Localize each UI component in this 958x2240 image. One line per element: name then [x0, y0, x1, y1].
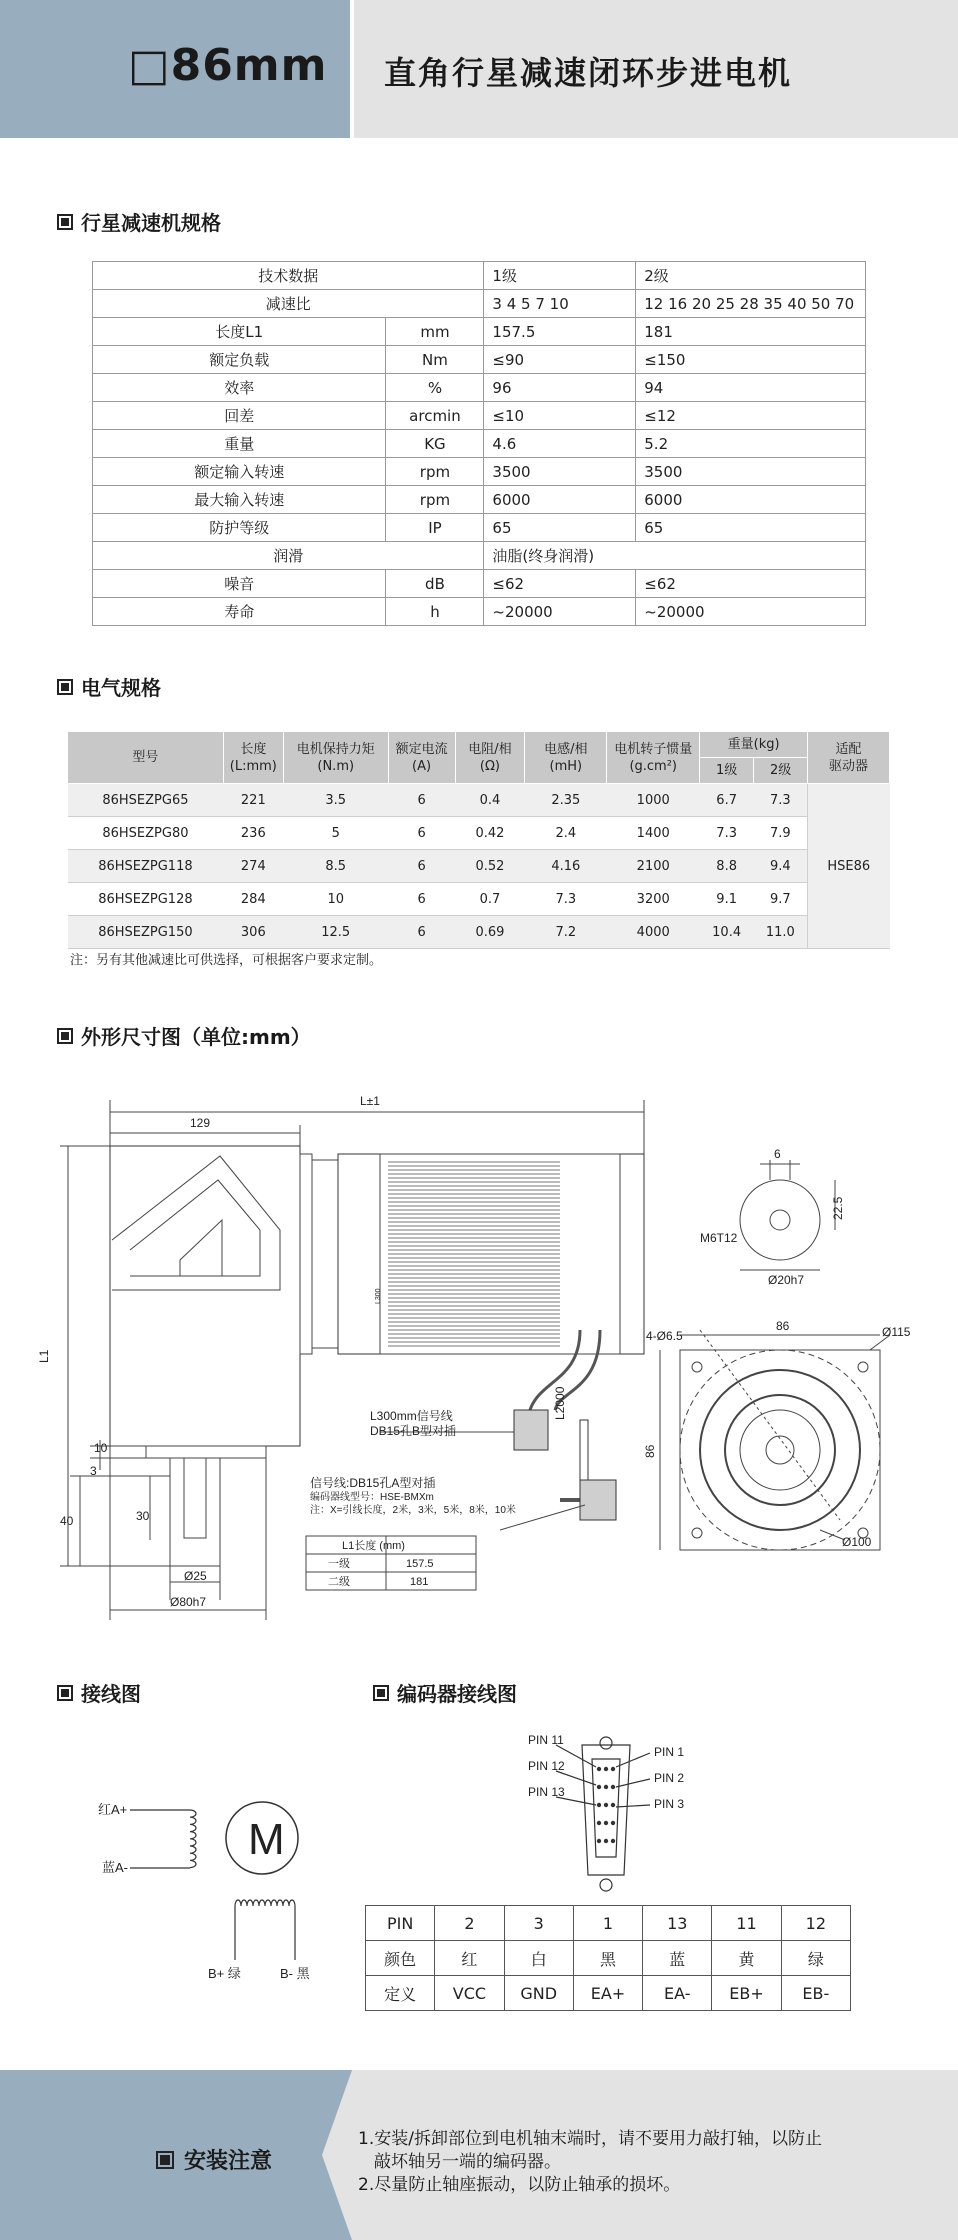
spec-cell: 94 [636, 374, 866, 402]
spec-row [93, 262, 866, 290]
spec-row [93, 542, 866, 570]
pin-cell: 绿 [781, 1941, 850, 1976]
pin-cell: 13 [643, 1906, 712, 1941]
signal-line-1: L300mm信号线 [370, 1409, 453, 1423]
spec-cell: arcmin [386, 402, 484, 430]
wire-a-minus: 蓝A- [102, 1860, 129, 1875]
spec-cell: 96 [484, 374, 636, 402]
pin-row [366, 1976, 851, 2011]
connector-pin-dot [611, 1803, 615, 1807]
pin-cell: 颜色 [366, 1941, 435, 1976]
spec-cell: 2级 [636, 262, 866, 290]
section-title: 编码器接线图 [397, 1682, 517, 1706]
table-row [68, 850, 890, 883]
connector-pin-dot [604, 1803, 608, 1807]
section-title: 接线图 [81, 1682, 141, 1706]
table-cell: 3.5 [283, 784, 388, 817]
pin-cell: 蓝 [643, 1941, 712, 1976]
table-row [68, 817, 890, 850]
table-cell: 1400 [607, 817, 700, 850]
spec-cell: 回差 [93, 402, 386, 430]
table-cell: 4000 [607, 916, 700, 949]
header-resistance: 电阻/相 (Ω) [455, 732, 525, 784]
install-notes-footer [0, 2070, 958, 2240]
pin-cell: 2 [435, 1906, 504, 1941]
section-dimensions [57, 1021, 311, 1050]
connector-pin-dot [604, 1839, 608, 1843]
section-install [156, 2144, 272, 2175]
spec-row [93, 486, 866, 514]
connector-pin-dot [611, 1785, 615, 1789]
spec-cell: h [386, 598, 484, 626]
spec-row [93, 598, 866, 626]
spec-cell: ≤62 [484, 570, 636, 598]
pin-cell: 白 [504, 1941, 573, 1976]
spec-cell: 3500 [636, 458, 866, 486]
section-bullet-icon [57, 214, 73, 230]
section-title: 电气规格 [81, 676, 161, 700]
pin-row [366, 1906, 851, 1941]
header-inertia: 电机转子惯量 (g.cm²) [607, 732, 700, 784]
spec-cell: IP [386, 514, 484, 542]
spec-cell: 3 4 5 7 10 [484, 290, 636, 318]
section-bullet-icon [373, 1685, 389, 1701]
header-driver: 适配 驱动器 [808, 732, 890, 784]
table-cell: 7.3 [754, 784, 808, 817]
pin-cell: EB- [781, 1976, 850, 2011]
dim-l-total: L±1 [360, 1094, 380, 1108]
table-cell: 6.7 [700, 784, 754, 817]
spec-cell: 重量 [93, 430, 386, 458]
pin-cell: EA+ [573, 1976, 642, 2011]
dim-40: 40 [60, 1514, 74, 1528]
section-title: 行星减速机规格 [81, 211, 221, 235]
spec-cell: 噪音 [93, 570, 386, 598]
pin-3-label: PIN 3 [654, 1797, 685, 1811]
spec-row [93, 570, 866, 598]
table-cell: 12.5 [283, 916, 388, 949]
table-cell: 274 [223, 850, 283, 883]
spec-cell: ≤90 [484, 346, 636, 374]
install-note-1-cont: 敲坏轴另一端的编码器。 [374, 2152, 561, 2172]
spec-cell: rpm [386, 458, 484, 486]
dim-86-v: 86 [643, 1444, 657, 1458]
spec-row [93, 346, 866, 374]
table-cell: 284 [223, 883, 283, 916]
table-cell: 4.16 [525, 850, 607, 883]
pin-cell: 11 [712, 1906, 781, 1941]
wire-b-minus: B- 黑 [280, 1966, 310, 1981]
install-notes [358, 2128, 878, 2197]
install-note-1: 1.安装/拆卸部位到电机轴末端时，请不要用力敲打轴，以防止 [358, 2129, 822, 2149]
section-bullet-icon [57, 1685, 73, 1701]
signal-line-2: DB15孔B型对插 [370, 1424, 457, 1438]
table-cell: 0.52 [455, 850, 525, 883]
connector-pin-dot [604, 1821, 608, 1825]
section-electrical [57, 672, 161, 701]
l1-table-header: L1长度 (mm) [342, 1540, 405, 1552]
driver-cell: HSE86 [808, 784, 890, 949]
motor-symbol: M [248, 1815, 285, 1864]
dim-m6: M6T12 [700, 1231, 738, 1245]
pin-cell: 红 [435, 1941, 504, 1976]
pin-cell: 1 [573, 1906, 642, 1941]
encoder-line-3: 注：X=引线长度，2米，3米，5米，8米，10米 [310, 1505, 516, 1516]
spec-cell: 长度L1 [93, 318, 386, 346]
spec-row [93, 402, 866, 430]
table-cell: 7.3 [700, 817, 754, 850]
dim-d100: Ø100 [842, 1535, 872, 1549]
connector-pin-dot [597, 1803, 601, 1807]
pin-cell: VCC [435, 1976, 504, 2011]
spec-cell: 润滑 [93, 542, 484, 570]
spec-cell: ~20000 [484, 598, 636, 626]
encoder-connector-diagram [500, 1725, 720, 1905]
spec-cell: KG [386, 430, 484, 458]
spec-cell: 4.6 [484, 430, 636, 458]
table-row [68, 784, 890, 817]
table-cell: 10 [283, 883, 388, 916]
connector-pin-dot [597, 1821, 601, 1825]
dim-30: 30 [136, 1509, 150, 1523]
l1-table-row2-value: 181 [410, 1576, 429, 1588]
frame-size: □86mm [128, 40, 328, 91]
table-cell: 236 [223, 817, 283, 850]
spec-cell: ≤150 [636, 346, 866, 374]
spec-cell: 减速比 [93, 290, 484, 318]
pin-13-label: PIN 13 [528, 1785, 565, 1799]
spec-cell: 额定输入转速 [93, 458, 386, 486]
connector-pin-dot [597, 1767, 601, 1771]
pin-cell: 12 [781, 1906, 850, 1941]
table-cell: 86HSEZPG118 [68, 850, 224, 883]
pin-table [365, 1905, 851, 2011]
pin-1-label: PIN 1 [654, 1745, 685, 1759]
connector-pin-dot [611, 1767, 615, 1771]
spec-row [93, 430, 866, 458]
table-cell: 6 [388, 784, 455, 817]
table-cell: 2100 [607, 850, 700, 883]
l1-table-row1-value: 157.5 [406, 1558, 434, 1570]
pin-cell: EA- [643, 1976, 712, 2011]
table-cell: 9.7 [754, 883, 808, 916]
spec-cell: 3500 [484, 458, 636, 486]
section-title: 安装注意 [184, 2149, 273, 2174]
table-cell: 0.69 [455, 916, 525, 949]
header-torque: 电机保持力矩 (N.m) [283, 732, 388, 784]
dim-10: 10 [94, 1441, 108, 1455]
pin-11-label: PIN 11 [528, 1733, 564, 1747]
spec-cell: 寿命 [93, 598, 386, 626]
section-gear-spec [57, 207, 221, 236]
electrical-note: 注：另有其他减速比可供选择，可根据客户要求定制。 [70, 953, 383, 968]
spec-cell: Nm [386, 346, 484, 374]
pin-cell: 黄 [712, 1941, 781, 1976]
section-bullet-icon [156, 2151, 174, 2169]
encoder-line-2: 编码器线型号：HSE-BMXm [310, 1492, 434, 1503]
pin-row [366, 1941, 851, 1976]
header-length: 长度 (L:mm) [223, 732, 283, 784]
connector-pin-dot [611, 1839, 615, 1843]
table-cell: 2.35 [525, 784, 607, 817]
table-cell: 3200 [607, 883, 700, 916]
spec-row [93, 458, 866, 486]
dim-22-5: 22.5 [831, 1196, 845, 1220]
section-encoder-wiring [373, 1678, 517, 1707]
connector-pin-dot [597, 1785, 601, 1789]
l1-table-row2-label: 二级 [328, 1576, 350, 1588]
spec-cell: 5.2 [636, 430, 866, 458]
spec-cell: rpm [386, 486, 484, 514]
table-cell: 0.42 [455, 817, 525, 850]
spec-cell: 181 [636, 318, 866, 346]
table-cell: 7.2 [525, 916, 607, 949]
wire-b-plus: B+ 绿 [208, 1966, 241, 1981]
table-cell: 86HSEZPG80 [68, 817, 224, 850]
header-weight: 重量(kg) [700, 732, 808, 758]
table-cell: 11.0 [754, 916, 808, 949]
connector-pin-dot [604, 1767, 608, 1771]
table-cell: 8.5 [283, 850, 388, 883]
dim-86-h: 86 [776, 1319, 790, 1333]
dim-d25: Ø25 [184, 1569, 207, 1583]
spec-cell: ≤12 [636, 402, 866, 430]
dim-6: 6 [774, 1147, 781, 1161]
table-cell: 6 [388, 883, 455, 916]
table-cell: 1000 [607, 784, 700, 817]
connector-pin-dot [597, 1839, 601, 1843]
spec-cell: mm [386, 318, 484, 346]
table-cell: 86HSEZPG128 [68, 883, 224, 916]
table-cell: 9.1 [700, 883, 754, 916]
dim-3: 3 [90, 1464, 97, 1478]
pin-12-label: PIN 12 [528, 1759, 565, 1773]
table-cell: 6 [388, 817, 455, 850]
dim-l2000: L2000 [553, 1386, 567, 1420]
table-row [68, 916, 890, 949]
spec-row [93, 290, 866, 318]
page-header [0, 0, 958, 138]
pin-2-label: PIN 2 [654, 1771, 685, 1785]
table-cell: 306 [223, 916, 283, 949]
table-cell: 221 [223, 784, 283, 817]
table-cell: 6 [388, 850, 455, 883]
pin-cell: 定义 [366, 1976, 435, 2011]
spec-row [93, 514, 866, 542]
pin-cell: GND [504, 1976, 573, 2011]
header-model: 型号 [68, 732, 224, 784]
gear-spec-table [92, 261, 866, 626]
pin-cell: PIN [366, 1906, 435, 1941]
install-note-2: 2.尽量防止轴座振动，以防止轴承的损坏。 [358, 2175, 681, 2195]
spec-cell: 额定负载 [93, 346, 386, 374]
dim-hole: 4-Ø6.5 [646, 1329, 683, 1343]
spec-cell: 1级 [484, 262, 636, 290]
spec-cell: % [386, 374, 484, 402]
dim-d115: Ø115 [882, 1325, 911, 1339]
spec-cell: ≤10 [484, 402, 636, 430]
table-cell: 0.4 [455, 784, 525, 817]
electrical-table [67, 731, 890, 949]
pin-cell: 3 [504, 1906, 573, 1941]
spec-cell: 157.5 [484, 318, 636, 346]
spec-cell: 65 [484, 514, 636, 542]
table-cell: 10.4 [700, 916, 754, 949]
section-wiring [57, 1678, 141, 1707]
spec-cell: 最大输入转速 [93, 486, 386, 514]
pin-cell: EB+ [712, 1976, 781, 2011]
spec-row [93, 374, 866, 402]
table-cell: 8.8 [700, 850, 754, 883]
header-weight-2: 2级 [754, 758, 808, 784]
connector-pin-dot [611, 1821, 615, 1825]
table-cell: 86HSEZPG65 [68, 784, 224, 817]
header-weight-1: 1级 [700, 758, 754, 784]
spec-cell: 65 [636, 514, 866, 542]
dim-d80: Ø80h7 [170, 1595, 207, 1609]
motor-label: L300 [375, 1288, 382, 1304]
section-bullet-icon [57, 1028, 73, 1044]
table-cell: 86HSEZPG150 [68, 916, 224, 949]
spec-cell: 6000 [484, 486, 636, 514]
dim-129: 129 [190, 1116, 211, 1130]
spec-cell: ≤62 [636, 570, 866, 598]
spec-cell: 油脂(终身润滑) [484, 542, 866, 570]
spec-cell: dB [386, 570, 484, 598]
header-inductance: 电感/相 (mH) [525, 732, 607, 784]
dim-l1: L1 [37, 1349, 51, 1363]
spec-cell: 效率 [93, 374, 386, 402]
table-cell: 7.3 [525, 883, 607, 916]
table-cell: 0.7 [455, 883, 525, 916]
connector-pin-dot [604, 1785, 608, 1789]
header-current: 额定电流 (A) [388, 732, 455, 784]
wire-a-plus: 红A+ [98, 1802, 128, 1817]
spec-cell: ~20000 [636, 598, 866, 626]
wiring-diagram [80, 1720, 340, 1990]
table-cell: 7.9 [754, 817, 808, 850]
dimension-drawing [37, 1080, 930, 1620]
encoder-line-1: 信号线:DB15孔A型对插 [310, 1476, 436, 1490]
dim-d20: Ø20h7 [768, 1273, 805, 1287]
pin-cell: 黑 [573, 1941, 642, 1976]
spec-row [93, 318, 866, 346]
section-title: 外形尺寸图（单位:mm） [81, 1025, 311, 1049]
spec-cell: 6000 [636, 486, 866, 514]
page-title: 直角行星减速闭环步进电机 [384, 54, 793, 92]
spec-cell: 12 16 20 25 28 35 40 50 70 [636, 290, 866, 318]
l1-table-row1-label: 一级 [328, 1558, 350, 1570]
table-cell: 9.4 [754, 850, 808, 883]
table-cell: 2.4 [525, 817, 607, 850]
table-cell: 5 [283, 817, 388, 850]
section-bullet-icon [57, 679, 73, 695]
table-row [68, 883, 890, 916]
spec-cell: 技术数据 [93, 262, 484, 290]
table-cell: 6 [388, 916, 455, 949]
spec-cell: 防护等级 [93, 514, 386, 542]
